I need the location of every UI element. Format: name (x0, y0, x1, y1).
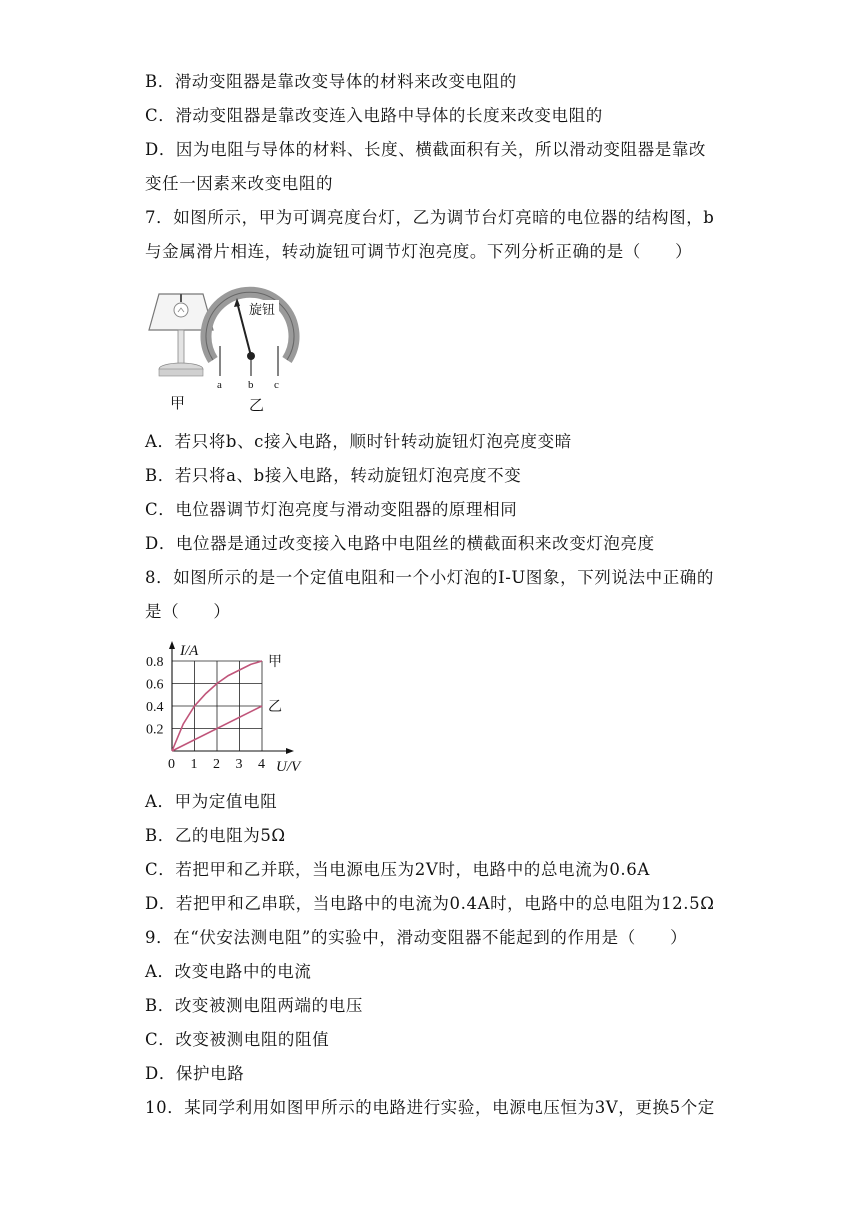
q7-option-d: D．电位器是通过改变接入电路中电阻丝的横截面积来改变灯泡亮度 (145, 534, 655, 553)
q7-option-b: B．若只将a、b接入电路，转动旋钮灯泡亮度不变 (145, 466, 522, 485)
q6-option-d-line1: D．因为电阻与导体的材料、长度、横截面积有关，所以滑动变阻器是靠改 (145, 140, 707, 159)
y-tick-label: 0.6 (146, 677, 164, 693)
q6-option-b: B．滑动变阻器是靠改变导体的材料来改变电阻的 (145, 72, 517, 91)
q7-stem-line1: 7．如图所示，甲为可调亮度台灯，乙为调节台灯亮暗的电位器的结构图，b (145, 208, 715, 227)
q7-option-a: A．若只将b、c接入电路，顺时针转动旋钮灯泡亮度变暗 (145, 432, 572, 451)
y-tick-label: 0.8 (146, 655, 164, 670)
q9-stem: 9．在“伏安法测电阻”的实验中，滑动变阻器不能起到的作用是（ ） (145, 928, 688, 947)
caption-left: 甲 (170, 396, 186, 412)
q9-option-c: C．改变被测电阻的阻值 (145, 1030, 330, 1049)
q10-stem: 10．某同学利用如图甲所示的电路进行实验，电源电压恒为3V，更换5个定 (145, 1098, 715, 1117)
x-tick-label: 2 (213, 757, 220, 772)
y-tick-label: 0.4 (146, 700, 164, 715)
series-label: 甲 (268, 655, 282, 670)
terminal-a-label: a (217, 379, 222, 391)
x-tick-label: 0 (168, 757, 175, 772)
q8-option-b: B．乙的电阻为5Ω (145, 826, 286, 845)
caption-right: 乙 (249, 398, 265, 414)
knob-label: 旋钮 (249, 302, 276, 317)
q6-option-c: C．滑动变阻器是靠改变连入电路中导体的长度来改变电阻的 (145, 106, 603, 125)
q8-option-d: D．若把甲和乙串联，当电路中的电流为0.4A时，电路中的总电阻为12.5Ω (145, 894, 715, 913)
y-tick-label: 0.2 (146, 722, 164, 738)
x-tick-label: 4 (258, 757, 265, 772)
q7-figure (145, 280, 305, 415)
iu-chart (140, 630, 320, 778)
x-tick-label: 3 (235, 757, 243, 772)
x-axis-arrow (286, 748, 294, 754)
q8-stem-line1: 8．如图所示的是一个定值电阻和一个小灯泡的I-U图象，下列说法中正确的 (145, 568, 714, 587)
terminal-b-label: b (248, 379, 254, 391)
x-tick-label: 1 (190, 757, 198, 772)
q8-stem-line2: 是（ ） (145, 602, 231, 621)
q9-option-b: B．改变被测电阻两端的电压 (145, 996, 363, 1015)
q6-option-d-line2: 变任一因素来改变电阻的 (145, 174, 334, 193)
y-axis-arrow (169, 641, 175, 649)
q9-option-a: A．改变电路中的电流 (145, 962, 312, 981)
series-label: 乙 (268, 700, 282, 715)
y-axis-label: I/A (180, 643, 199, 659)
q8-option-a: A．甲为定值电阻 (145, 792, 278, 811)
x-axis-label: U/V (276, 759, 301, 775)
q9-option-d: D．保护电路 (145, 1064, 245, 1083)
terminal-c-label: c (274, 379, 279, 391)
q7-option-c: C．电位器调节灯泡亮度与滑动变阻器的原理相同 (145, 500, 518, 519)
q7-stem-line2: 与金属滑片相连，转动旋钮可调节灯泡亮度。下列分析正确的是（ ） (145, 242, 693, 261)
q8-option-c: C．若把甲和乙并联，当电源电压为2V时，电路中的总电流为0.6A (145, 860, 650, 879)
